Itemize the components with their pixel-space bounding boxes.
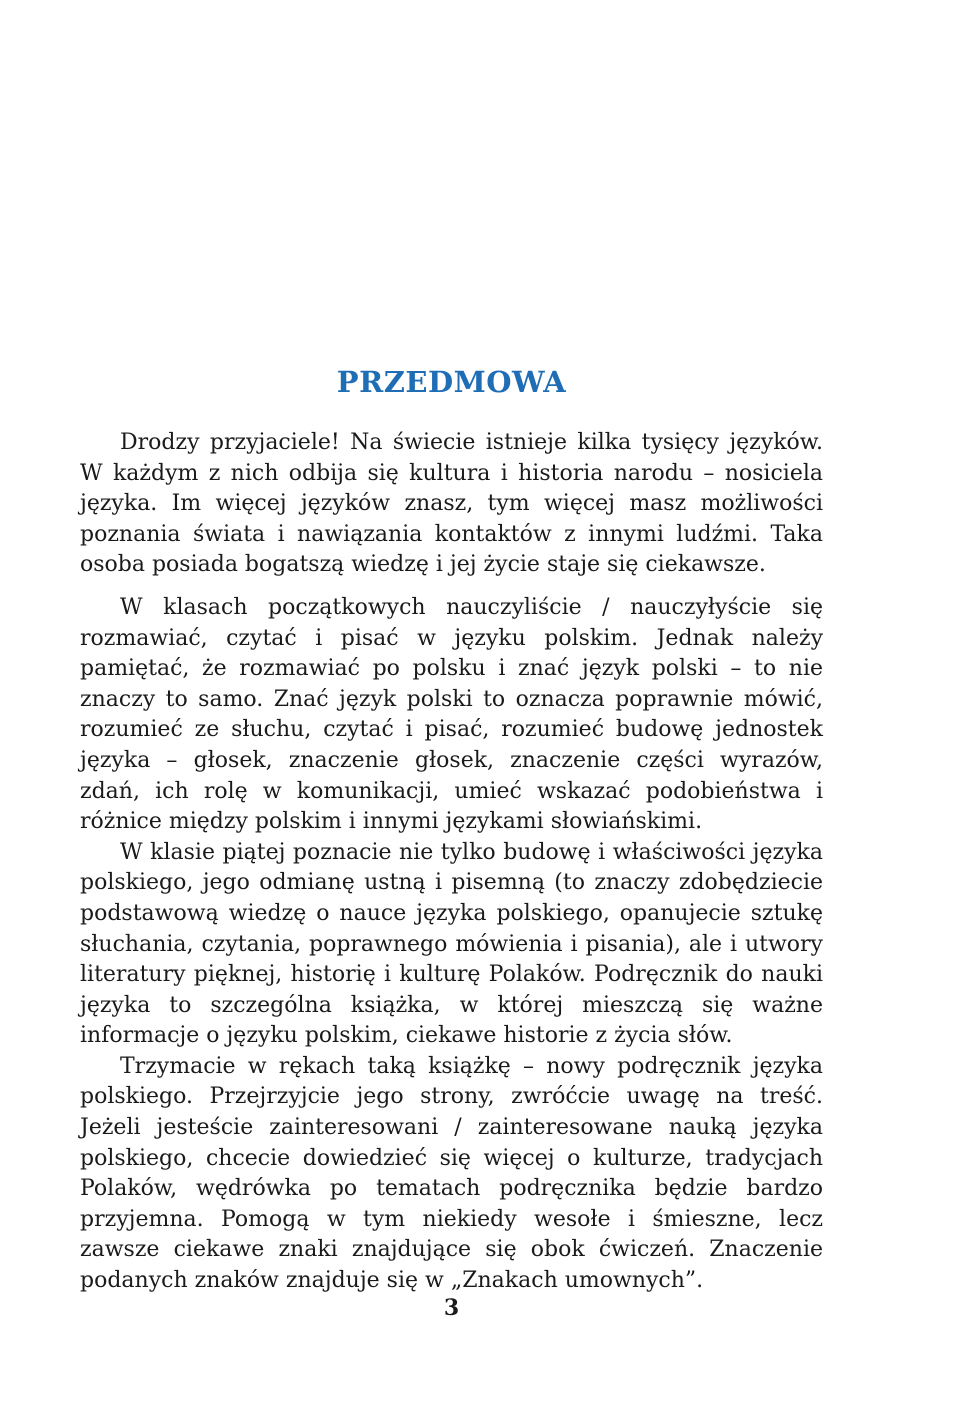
page-number: 3 (443, 1295, 460, 1321)
paragraph-1: Drodzy przyjaciele! Na świecie istnieje kilka tysięcy języków. W każdym z nich odbija się kultura i historia narodu – nosiciela języka. Im więcej języków znasz, tym więcej masz możliwości poznania świata i nawiązania kontaktów z innymi ludźmi. Taka osoba posiada bogatszą wiedzę i jej życie staje się ciekawsze. (80, 430, 823, 578)
paragraph-3: W klasie piątej poznacie nie tylko budowę i właściwości języka polskiego, jego odmianę ustną i pisemną (to znaczy zdobędziecie podstawową wiedzę o nauce języka polskiego, opanujecie sztukę słuchania, czytania, poprawnego mówienia i pisania), ale i utwory literatury pięknej, historię i kulturę Polaków. Podręcznik do nauki języka to szczególna książka, w której mieszczą się ważne informacje o języku polskim, ciekawe historie z życia słów. (80, 839, 823, 1049)
paragraph-4: Trzymacie w rękach taką książkę – nowy podręcznik języka polskiego. Przejrzyjcie jego strony, zwróćcie uwagę na treść. Jeżeli jesteście zainteresowani / zainteresowane nauką języka polskiego, chcecie dowiedzieć się więcej o kulturze, tradycjach Polaków, wędrówka po tematach podręcznika będzie bardzo przyjemna. Pomogą w tym niekiedy wesołe i śmieszne, lecz zawsze ciekawe znaki znajdujące się obok ćwiczeń. Znaczenie podanych znaków znajduje się w „Znakach umownych”. (80, 1053, 823, 1294)
chapter-title: PRZEDMOWA (336, 365, 567, 399)
book-page (80, 0, 823, 1417)
paragraph-2: W klasach początkowych nauczyliście / nauczyłyście się rozmawiać, czytać i pisać w języku polskim. Jednak należy pamiętać, że rozmawiać po polsku i znać język polski – to nie znaczy to samo. Znać język polski to oznacza poprawnie mówić, rozumieć ze słuchu, czytać i pisać, rozumieć budowę jednostek języka – głosek, znaczenie głosek, znaczenie części wyrazów, zdań, ich rolę w komunikacji, umieć wskazać podobieństwa i różnice między polskim i innymi językami słowiańskimi. (80, 594, 823, 835)
body-text (80, 428, 823, 1297)
